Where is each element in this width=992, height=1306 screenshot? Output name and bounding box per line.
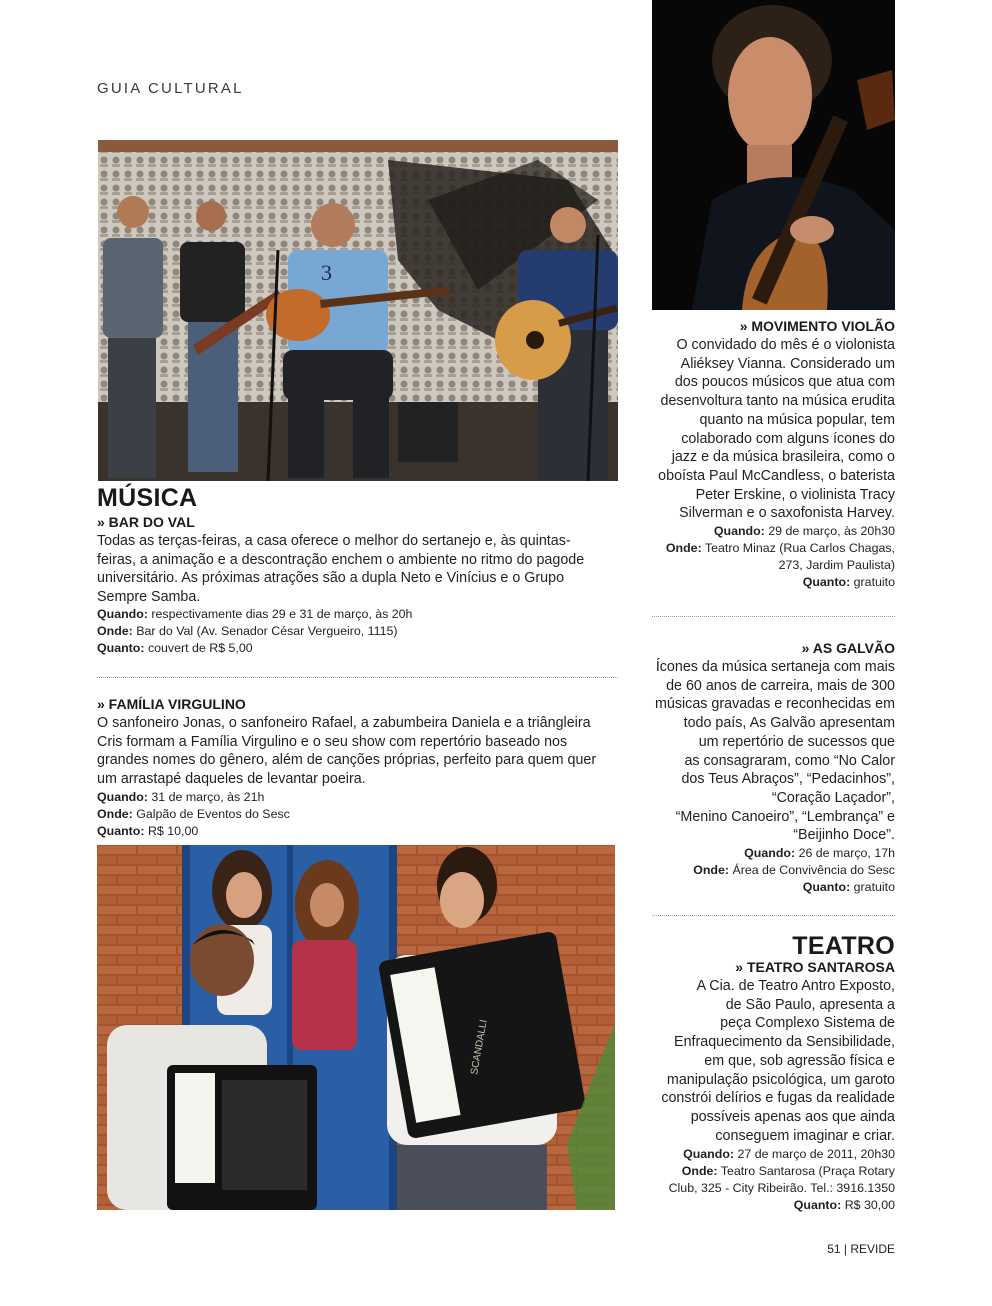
quanto-value: gratuito	[853, 880, 895, 894]
divider	[652, 915, 895, 916]
familia-virgulino-title: » FAMÍLIA VIRGULINO	[97, 696, 246, 712]
quando-label: Quando:	[97, 790, 148, 804]
onde-label: Onde:	[665, 541, 702, 555]
text-line: quanto na música popular, tem	[699, 411, 895, 428]
divider	[652, 616, 895, 617]
movimento-violao-info	[648, 523, 895, 591]
text-line: A Cia. de Teatro Antro Exposto,	[696, 978, 895, 994]
text-line: “Coração Laçador”,	[771, 789, 895, 806]
movimento-violao-title: » MOVIMENTO VIOLÃO	[739, 318, 895, 334]
text-line: um arrastapé daqueles de levantar poeira.	[97, 771, 366, 788]
quando-value: 31 de março, às 21h	[151, 790, 265, 804]
text-line: “Menino Canoeiro”, “Lembrança” e	[675, 808, 895, 825]
text-line: Aliéksey Vianna. Considerado um	[680, 355, 895, 372]
text-line: de São Paulo, apresenta a	[725, 996, 895, 1013]
teatro-santarosa-title: » TEATRO SANTAROSA	[735, 959, 895, 975]
accordion-brand: SCANDALLI	[469, 1018, 490, 1076]
quanto-value: R$ 10,00	[147, 824, 199, 838]
onde-value-cont: Club, 325 - City Ribeirão. Tel.: 3916.1350	[668, 1181, 895, 1195]
onde-label: Onde:	[97, 807, 133, 821]
onde-label: Onde:	[693, 863, 729, 877]
guitarist-photo	[652, 0, 895, 310]
quanto-value: couvert de R$ 5,00	[147, 641, 253, 655]
text-line: oboísta Paul McCandless, o baterista	[658, 467, 895, 484]
text-line: as consagraram, como “No Calor	[684, 752, 895, 769]
quando-label: Quando:	[713, 524, 765, 538]
teatro-santarosa-text	[648, 977, 895, 1145]
text-line: Silverman e o saxofonista Harvey.	[679, 505, 895, 522]
onde-value: Galpão de Eventos do Sesc	[136, 807, 290, 821]
quanto-label: Quanto:	[802, 880, 851, 894]
text-line: “Beijinho Doce”.	[793, 827, 895, 844]
quanto-value: R$ 30,00	[844, 1198, 895, 1212]
text-line: colaborado com alguns ícones do	[681, 430, 895, 447]
text-line: Cris formam a Família Virgulino e o seu show com repertório baseado nos	[97, 733, 568, 750]
text-line: em que, sob agressão física e	[704, 1052, 895, 1069]
band-photo	[98, 140, 618, 481]
bar-do-val-info	[97, 606, 618, 657]
text-line: O convidado do mês é o violonista	[676, 337, 895, 353]
quando-label: Quando:	[97, 607, 148, 621]
text-line: possíveis apenas aos que ainda	[690, 1108, 895, 1125]
bar-do-val-title: » BAR DO VAL	[97, 514, 195, 530]
page-footer: 51 | REVIDE	[827, 1242, 895, 1256]
familia-virgulino-text	[97, 714, 618, 789]
section-label: GUIA CULTURAL	[97, 80, 244, 97]
text-line: Ícones da música sertaneja com mais	[655, 659, 895, 675]
text-line: jazz e da música brasileira, como o	[671, 449, 895, 466]
quanto-label: Quanto:	[793, 1198, 842, 1212]
onde-value-cont: 273, Jardim Paulista)	[778, 558, 895, 572]
quando-label: Quando:	[744, 846, 796, 860]
text-line: manipulação psicológica, um garoto	[666, 1071, 895, 1088]
quando-value: 27 de março de 2011, 20h30	[737, 1147, 895, 1161]
divider	[97, 677, 618, 678]
text-line: feiras, a animação e a descontração enchem o ambiente no ritmo do pagode	[97, 551, 585, 568]
onde-value: Teatro Minaz (Rua Carlos Chagas,	[704, 541, 895, 555]
text-line: universitário. As próximas atrações são a dupla Neto e Vinícius e o Grupo	[97, 570, 565, 587]
quando-value: 26 de março, 17h	[798, 846, 895, 860]
text-line: de 60 anos de carreira, mais de 300	[666, 677, 895, 694]
text-line: O sanfoneiro Jonas, o sanfoneiro Rafael, a zabumbeira Daniela e a triângleira	[97, 715, 591, 731]
quanto-value: gratuito	[853, 575, 895, 589]
shirt-number: 3	[321, 260, 332, 285]
as-galvao-text	[648, 658, 895, 845]
quanto-label: Quanto:	[802, 575, 851, 589]
text-line: músicas gravadas e reconhecidas em	[655, 696, 895, 713]
teatro-santarosa-info	[640, 1146, 895, 1214]
text-line: conseguem imaginar e criar.	[715, 1127, 895, 1144]
onde-value: Área de Convivência do Sesc	[732, 863, 895, 877]
as-galvao-info	[648, 845, 895, 896]
quando-label: Quando:	[683, 1147, 735, 1161]
text-line: grandes nomes do gênero, além de canções próprias, perfeito para quem quer	[97, 752, 597, 769]
text-line: Sempre Samba.	[97, 589, 201, 606]
as-galvao-title: » AS GALVÃO	[801, 640, 895, 656]
bar-do-val-text	[97, 532, 618, 607]
text-line: dos poucos músicos que atua com	[674, 374, 895, 391]
teatro-heading: TEATRO	[792, 932, 895, 960]
text-line: peça Complexo Sistema de	[720, 1015, 895, 1032]
musica-heading: MÚSICA	[97, 484, 198, 512]
text-line: Peter Erskine, o violinista Tracy	[695, 486, 895, 503]
onde-label: Onde:	[97, 624, 133, 638]
onde-value: Teatro Santarosa (Praça Rotary	[720, 1164, 895, 1178]
movimento-violao-text	[648, 336, 895, 523]
onde-label: Onde:	[681, 1164, 718, 1178]
familia-virgulino-photo	[97, 845, 615, 1210]
familia-virgulino-info	[97, 789, 618, 840]
text-line: desenvoltura tanto na música erudita	[660, 393, 895, 410]
quanto-label: Quanto:	[97, 824, 145, 838]
text-line: Enfraquecimento da Sensibilidade,	[674, 1034, 895, 1051]
quanto-label: Quanto:	[97, 641, 145, 655]
quando-value: respectivamente dias 29 e 31 de março, às 20h	[151, 607, 413, 621]
text-line: Todas as terças-feiras, a casa oferece o melhor do sertanejo e, às quintas-	[97, 533, 571, 549]
text-line: um repertório de sucessos que	[698, 733, 895, 750]
text-line: todo país, As Galvão apresentam	[683, 715, 895, 732]
quando-value: 29 de março, às 20h30	[768, 524, 895, 538]
text-line: dos Teus Abraços”, “Pedacinhos”,	[681, 771, 895, 788]
text-line: constrói delírios e fugas da realidade	[661, 1090, 895, 1107]
onde-value: Bar do Val (Av. Senador César Vergueiro, 1115)	[136, 624, 398, 638]
